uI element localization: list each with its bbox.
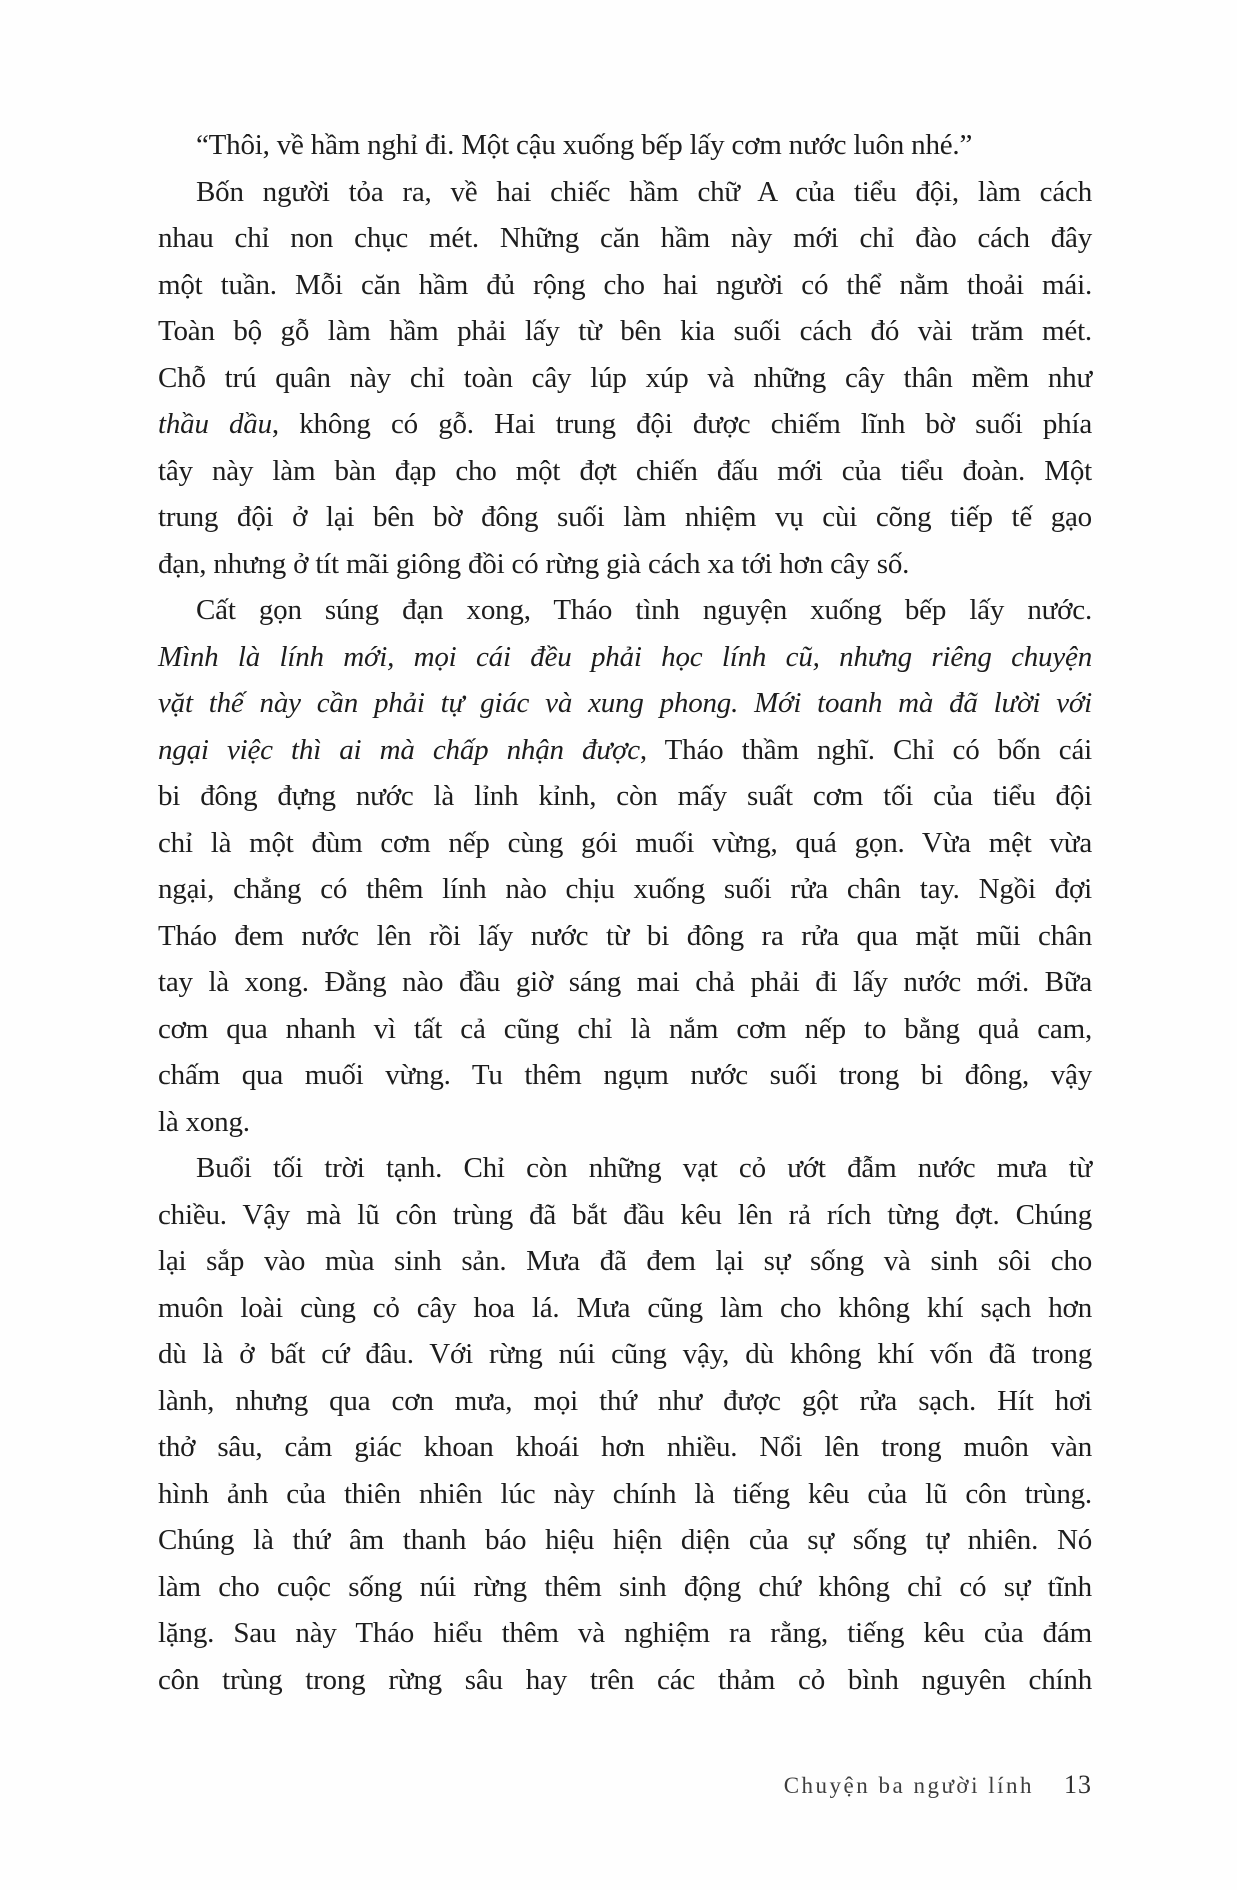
text-line — [158, 1192, 1092, 1239]
text-line — [158, 401, 1092, 448]
running-footer-title: Chuyện ba người lính — [783, 1773, 1034, 1798]
text-segment: Chỗ trú quân này chỉ toàn cây lúp xúp và những cây thân mềm như — [158, 361, 1092, 394]
text-segment: lành, nhưng qua cơn mưa, mọi thứ như được gột rửa sạch. Hít hơi — [158, 1384, 1092, 1417]
text-segment: tây này làm bàn đạp cho một đợt chiến đấu mới của tiểu đoàn. Một — [158, 454, 1092, 487]
text-segment: “Thôi, về hầm nghỉ đi. Một cậu xuống bếp lấy cơm nước luôn nhé.” — [196, 129, 973, 161]
text-segment-italic: vặt thế này cần phải tự giác và xung phong. Mới toanh mà đã lười với — [158, 687, 1092, 719]
text-segment: tay là xong. Đằng nào đầu giờ sáng mai chả phải đi lấy nước mới. Bữa — [158, 966, 1092, 998]
text-line — [158, 262, 1092, 309]
text-segment: là xong. — [158, 1105, 250, 1138]
text-segment: chấm qua muối vừng. Tu thêm ngụm nước suối trong bi đông, vậy — [158, 1059, 1092, 1091]
body-text — [158, 122, 1092, 1703]
text-segment: côn trùng trong rừng sâu hay trên các thảm cỏ bình nguyên chính — [158, 1663, 1092, 1696]
text-segment: lặng. Sau này Tháo hiểu thêm và nghiệm ra rằng, tiếng kêu của đám — [158, 1617, 1092, 1649]
text-line — [158, 308, 1092, 355]
text-segment: chỉ là một đùm cơm nếp cùng gói muối vừng, quá gọn. Vừa mệt vừa — [158, 826, 1092, 859]
text-line — [158, 1099, 1092, 1146]
text-line — [158, 1657, 1092, 1704]
text-line — [158, 1006, 1092, 1053]
text-line — [158, 541, 1092, 588]
text-segment: bi đông đựng nước là lỉnh kỉnh, còn mấy suất cơm tối của tiểu đội — [158, 780, 1092, 812]
text-segment: thở sâu, cảm giác khoan khoái hơn nhiều. Nổi lên trong muôn vàn — [158, 1431, 1092, 1463]
text-segment: ngại, chẳng có thêm lính nào chịu xuống suối rửa chân tay. Ngồi đợi — [158, 873, 1092, 905]
text-segment-italic: Mình là lính mới, mọi cái đều phải học lính cũ, nhưng riêng chuyện — [158, 640, 1092, 673]
text-segment: Bốn người tỏa ra, về hai chiếc hầm chữ A của tiểu đội, làm cách — [196, 175, 1092, 208]
text-line — [158, 773, 1092, 820]
text-segment: , không có gỗ. Hai trung đội được chiếm lĩnh bờ suối phía — [271, 408, 1092, 440]
text-segment: nhau chỉ non chục mét. Những căn hầm này mới chỉ đào cách đây — [158, 222, 1092, 254]
text-segment: hình ảnh của thiên nhiên lúc này chính là tiếng kêu của lũ côn trùng. — [158, 1477, 1092, 1510]
text-line — [158, 820, 1092, 867]
text-line — [158, 634, 1092, 681]
page-number: 13 — [1064, 1770, 1092, 1799]
text-line — [158, 494, 1092, 541]
text-line — [158, 1285, 1092, 1332]
text-segment: lại sắp vào mùa sinh sản. Mưa đã đem lại sự sống và sinh sôi cho — [158, 1245, 1092, 1277]
text-line — [158, 1610, 1092, 1657]
text-segment: muôn loài cùng cỏ cây hoa lá. Mưa cũng làm cho không khí sạch hơn — [158, 1291, 1092, 1324]
text-line — [158, 1145, 1092, 1192]
text-segment: Chúng là thứ âm thanh báo hiệu hiện diện của sự sống tự nhiên. Nó — [158, 1524, 1092, 1556]
text-line — [158, 866, 1092, 913]
text-segment: dù là ở bất cứ đâu. Với rừng núi cũng vậy, dù không khí vốn đã trong — [158, 1338, 1092, 1370]
text-line — [158, 1238, 1092, 1285]
text-segment-italic: thầu dầu — [158, 408, 272, 440]
text-line — [158, 1378, 1092, 1425]
text-line — [158, 1331, 1092, 1378]
text-line — [158, 1564, 1092, 1611]
text-line — [158, 1471, 1092, 1518]
text-line — [158, 727, 1092, 774]
text-line — [158, 587, 1092, 634]
text-line — [158, 448, 1092, 495]
text-line — [158, 169, 1092, 216]
text-segment-italic: ngại việc thì ai mà chấp nhận được — [158, 733, 640, 766]
text-line — [158, 1517, 1092, 1564]
text-segment: Buổi tối trời tạnh. Chỉ còn những vạt cỏ ướt đẫm nước mưa từ — [196, 1152, 1092, 1184]
text-segment: một tuần. Mỗi căn hầm đủ rộng cho hai người có thể nằm thoải mái. — [158, 268, 1092, 301]
text-segment: , Tháo thầm nghĩ. Chỉ có bốn cái — [639, 733, 1092, 766]
text-segment: làm cho cuộc sống núi rừng thêm sinh động chứ không chỉ có sự tĩnh — [158, 1570, 1092, 1603]
text-line — [158, 215, 1092, 262]
text-segment: đạn, nhưng ở tít mãi giông đồi có rừng già cách xa tới hơn cây số. — [158, 547, 910, 580]
text-line — [158, 355, 1092, 402]
text-line — [158, 959, 1092, 1006]
text-line — [158, 1052, 1092, 1099]
text-segment: trung đội ở lại bên bờ đông suối làm nhiệm vụ cùi cõng tiếp tế gạo — [158, 501, 1092, 533]
text-segment: Tháo đem nước lên rồi lấy nước từ bi đông ra rửa qua mặt mũi chân — [158, 919, 1092, 952]
text-segment: Cất gọn súng đạn xong, Tháo tình nguyện xuống bếp lấy nước. — [196, 594, 1092, 626]
page-footer — [158, 1770, 1092, 1800]
text-line — [158, 1424, 1092, 1471]
text-line — [158, 680, 1092, 727]
text-segment: Toàn bộ gỗ làm hầm phải lấy từ bên kia suối cách đó vài trăm mét. — [158, 315, 1092, 347]
text-line — [158, 913, 1092, 960]
text-segment: cơm qua nhanh vì tất cả cũng chỉ là nắm cơm nếp to bằng quả cam, — [158, 1012, 1092, 1045]
text-segment: chiều. Vậy mà lũ côn trùng đã bắt đầu kêu lên rả rích từng đợt. Chúng — [158, 1198, 1092, 1231]
text-line — [158, 122, 1092, 169]
